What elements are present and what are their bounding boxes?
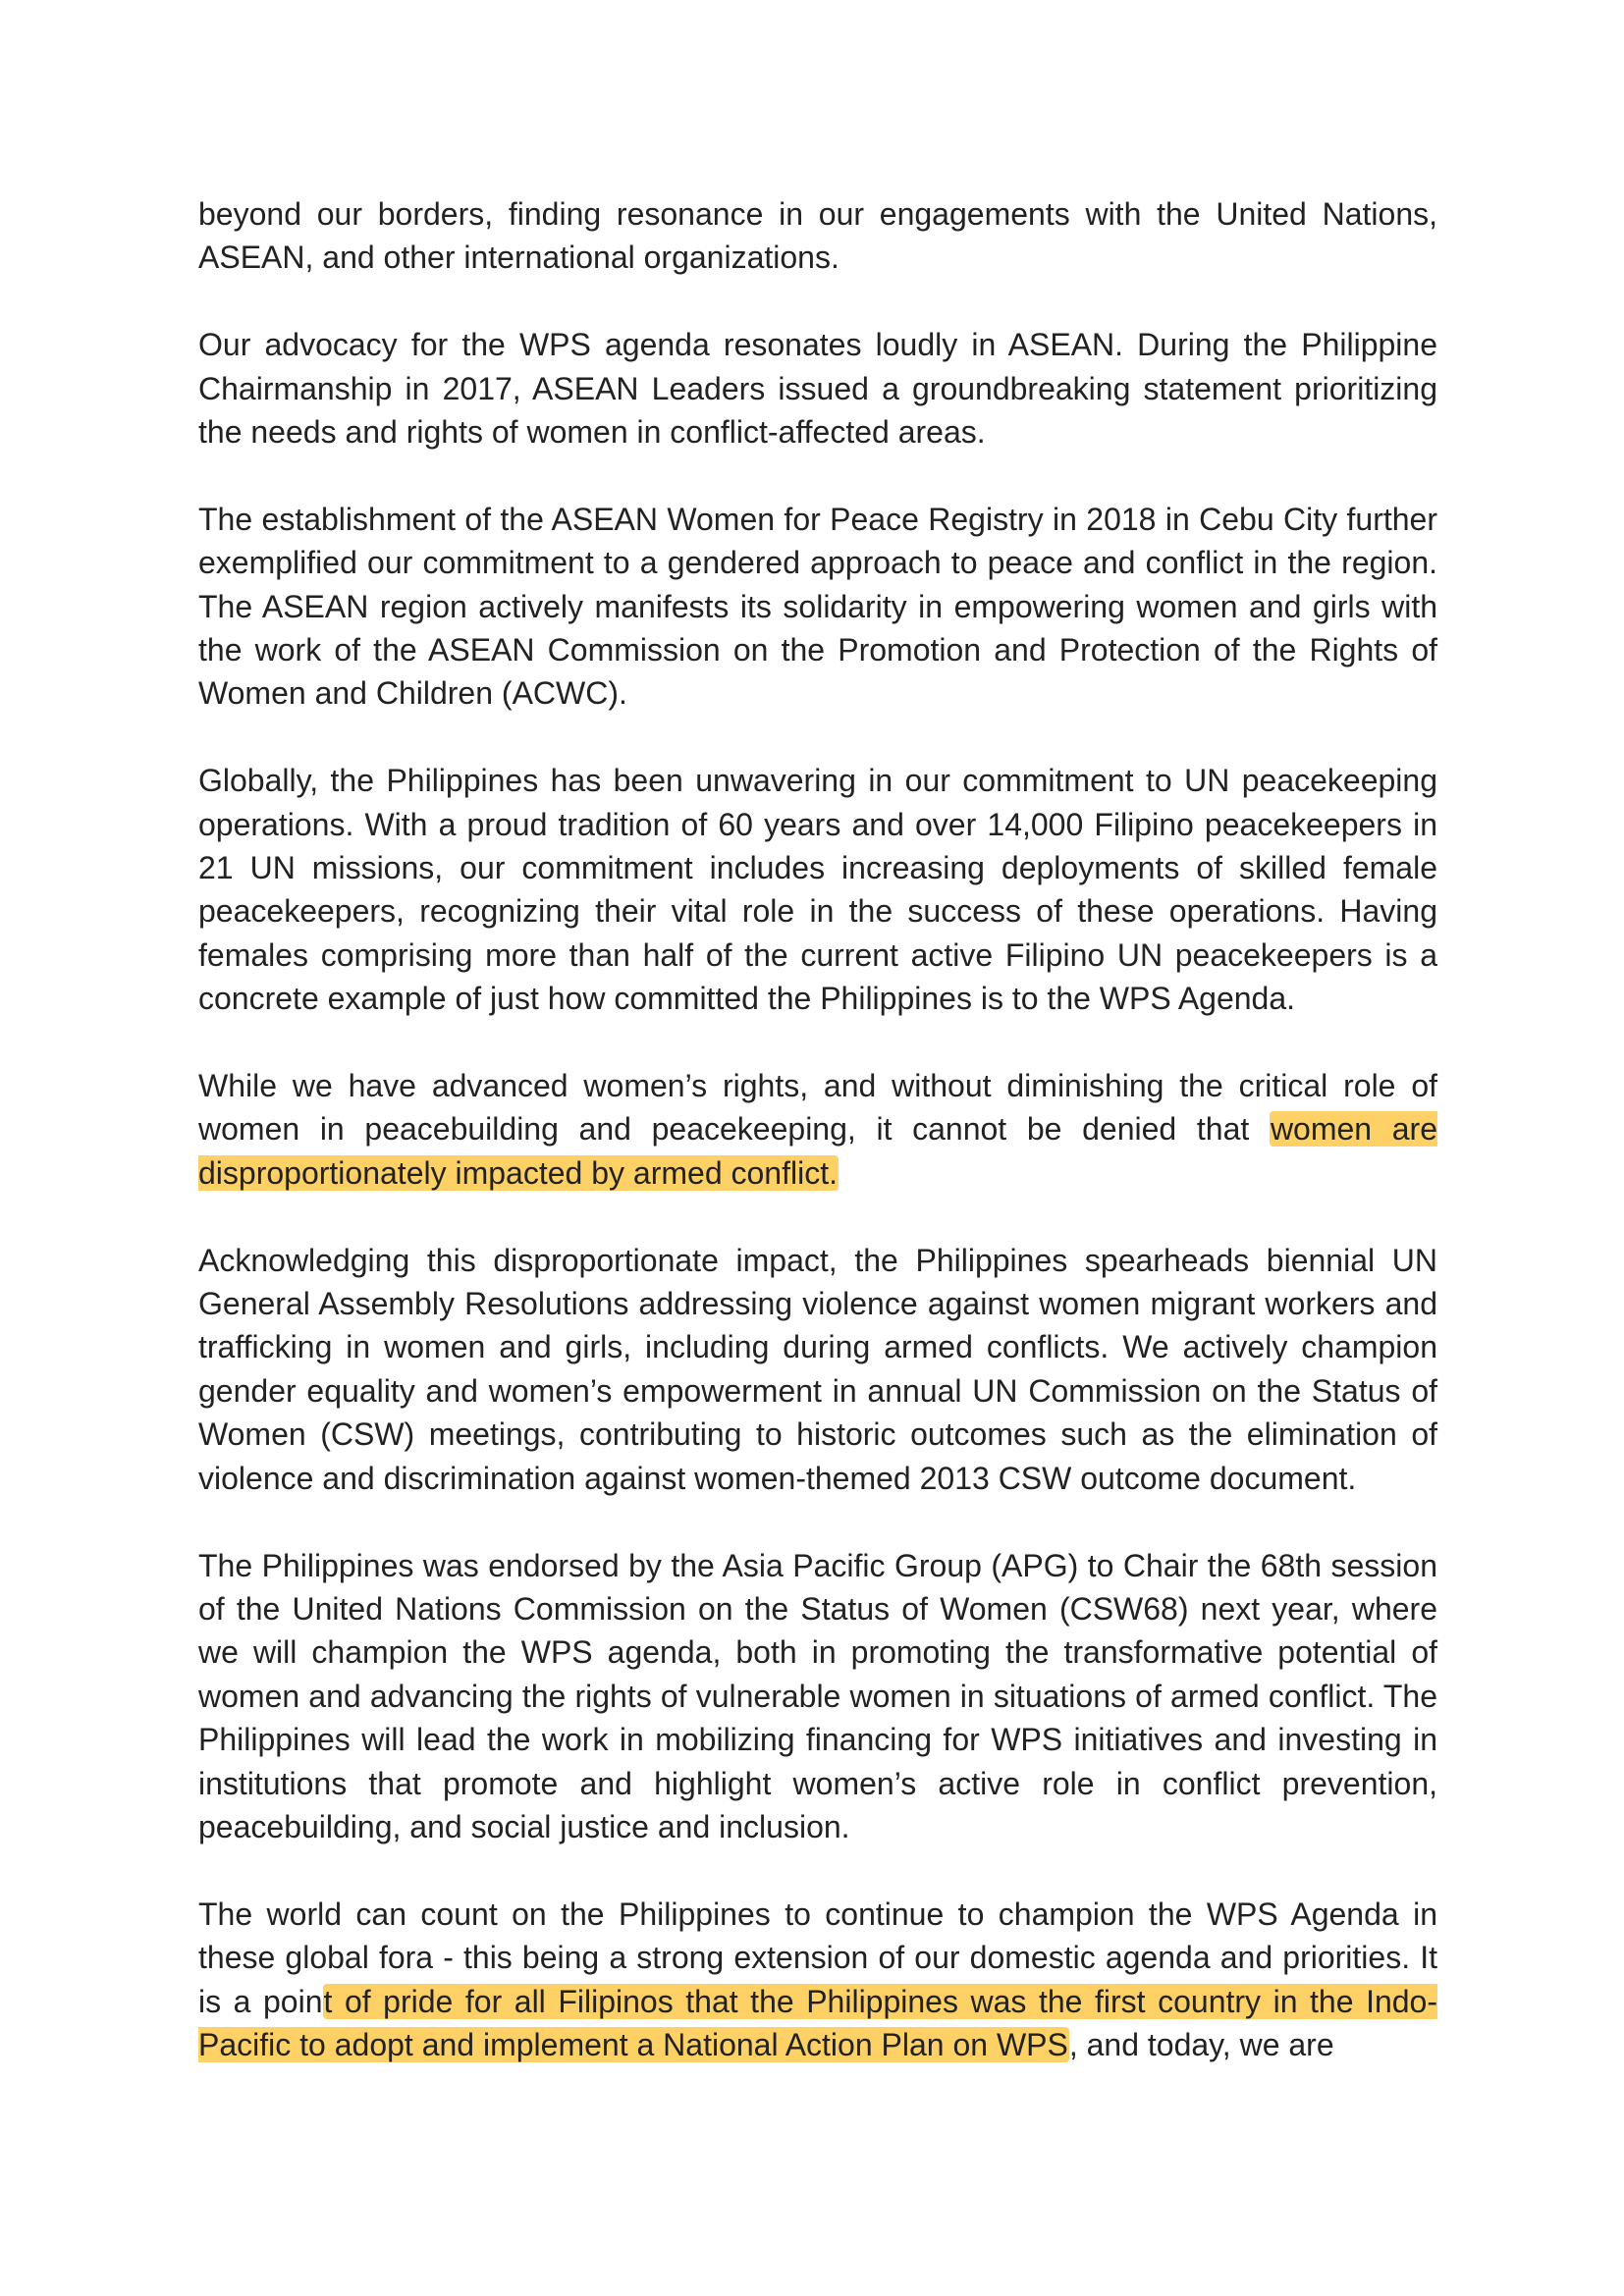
paragraph: [198, 1893, 1437, 2067]
text-segment: Acknowledging this disproportionate impact, the Philippines spearheads biennial UN General Assembly Resolutions addressing violence against women migrant workers and trafficking in women and girls, including during armed conflicts. We actively champion gender equality and women’s empowerment in annual UN Commission on the Status of Women (CSW) meetings, contributing to historic outcomes such as the elimination of violence and discrimination against women-themed 2013 CSW outcome document.: [198, 1242, 1437, 1496]
paragraph: [198, 498, 1437, 716]
paragraph: [198, 1239, 1437, 1500]
text-segment: , and today, we are: [1068, 2026, 1334, 2062]
paragraph: [198, 323, 1437, 454]
paragraph: [198, 759, 1437, 1020]
highlighted-text: t of pride for all Filipinos that the Philippines was the first country in the Indo-Pacific to adopt and implement a National Action Plan on WPS: [198, 1983, 1437, 2062]
text-segment: The Philippines was endorsed by the Asia Pacific Group (APG) to Chair the 68th session of the United Nations Commission on the Status of Women (CSW68) next year, where we will champion the WPS agenda, both in promoting the transformative potential of women and advancing the rights of vulnerable women in situations of armed conflict. The Philippines will lead the work in mobilizing financing for WPS initiatives and investing in institutions that promote and highlight women’s active role in conflict prevention, peacebuilding, and social justice and inclusion.: [198, 1547, 1437, 1844]
paragraph: [198, 1064, 1437, 1195]
document-page: [198, 192, 1437, 2110]
text-segment: The world can count on the Philippines to continue to champion the WPS Agenda in these global fora - this being a strong extension of our domestic agenda and priorities. It is a poin: [198, 1896, 1437, 2019]
text-segment: beyond our borders, finding resonance in our engagements with the United Nations, ASEAN, and other international organizations.: [198, 196, 1437, 276]
text-segment: Globally, the Philippines has been unwavering in our commitment to UN peacekeeping operations. With a proud tradition of 60 years and over 14,000 Filipino peacekeepers in 21 UN missions, our commitment includes increasing deployments of skilled female peacekeepers, recognizing their vital role in the success of these operations. Having females comprising more than half of the current active Filipino UN peacekeepers is a concrete example of just how committed the Philippines is to the WPS Agenda.: [198, 763, 1437, 1017]
paragraph: [198, 192, 1437, 280]
text-segment: Our advocacy for the WPS agenda resonates loudly in ASEAN. During the Philippine Chairmanship in 2017, ASEAN Leaders issued a groundbreaking statement prioritizing the needs and rights of women in conflict-affected areas.: [198, 327, 1437, 451]
highlighted-text: women are disproportionately impacted by armed conflict.: [198, 1111, 1438, 1191]
paragraph: [198, 1544, 1437, 1849]
text-segment: While we have advanced women’s rights, and without diminishing the critical role of women in peacebuilding and peacekeeping, it cannot be denied that: [198, 1068, 1437, 1148]
text-segment: The establishment of the ASEAN Women for Peace Registry in 2018 in Cebu City further exemplified our commitment to a gendered approach to peace and conflict in the region. The ASEAN region actively manifests its solidarity in empowering women and girls with the work of the ASEAN Commission on the Promotion and Protection of the Rights of Women and Children (ACWC).: [198, 501, 1437, 712]
